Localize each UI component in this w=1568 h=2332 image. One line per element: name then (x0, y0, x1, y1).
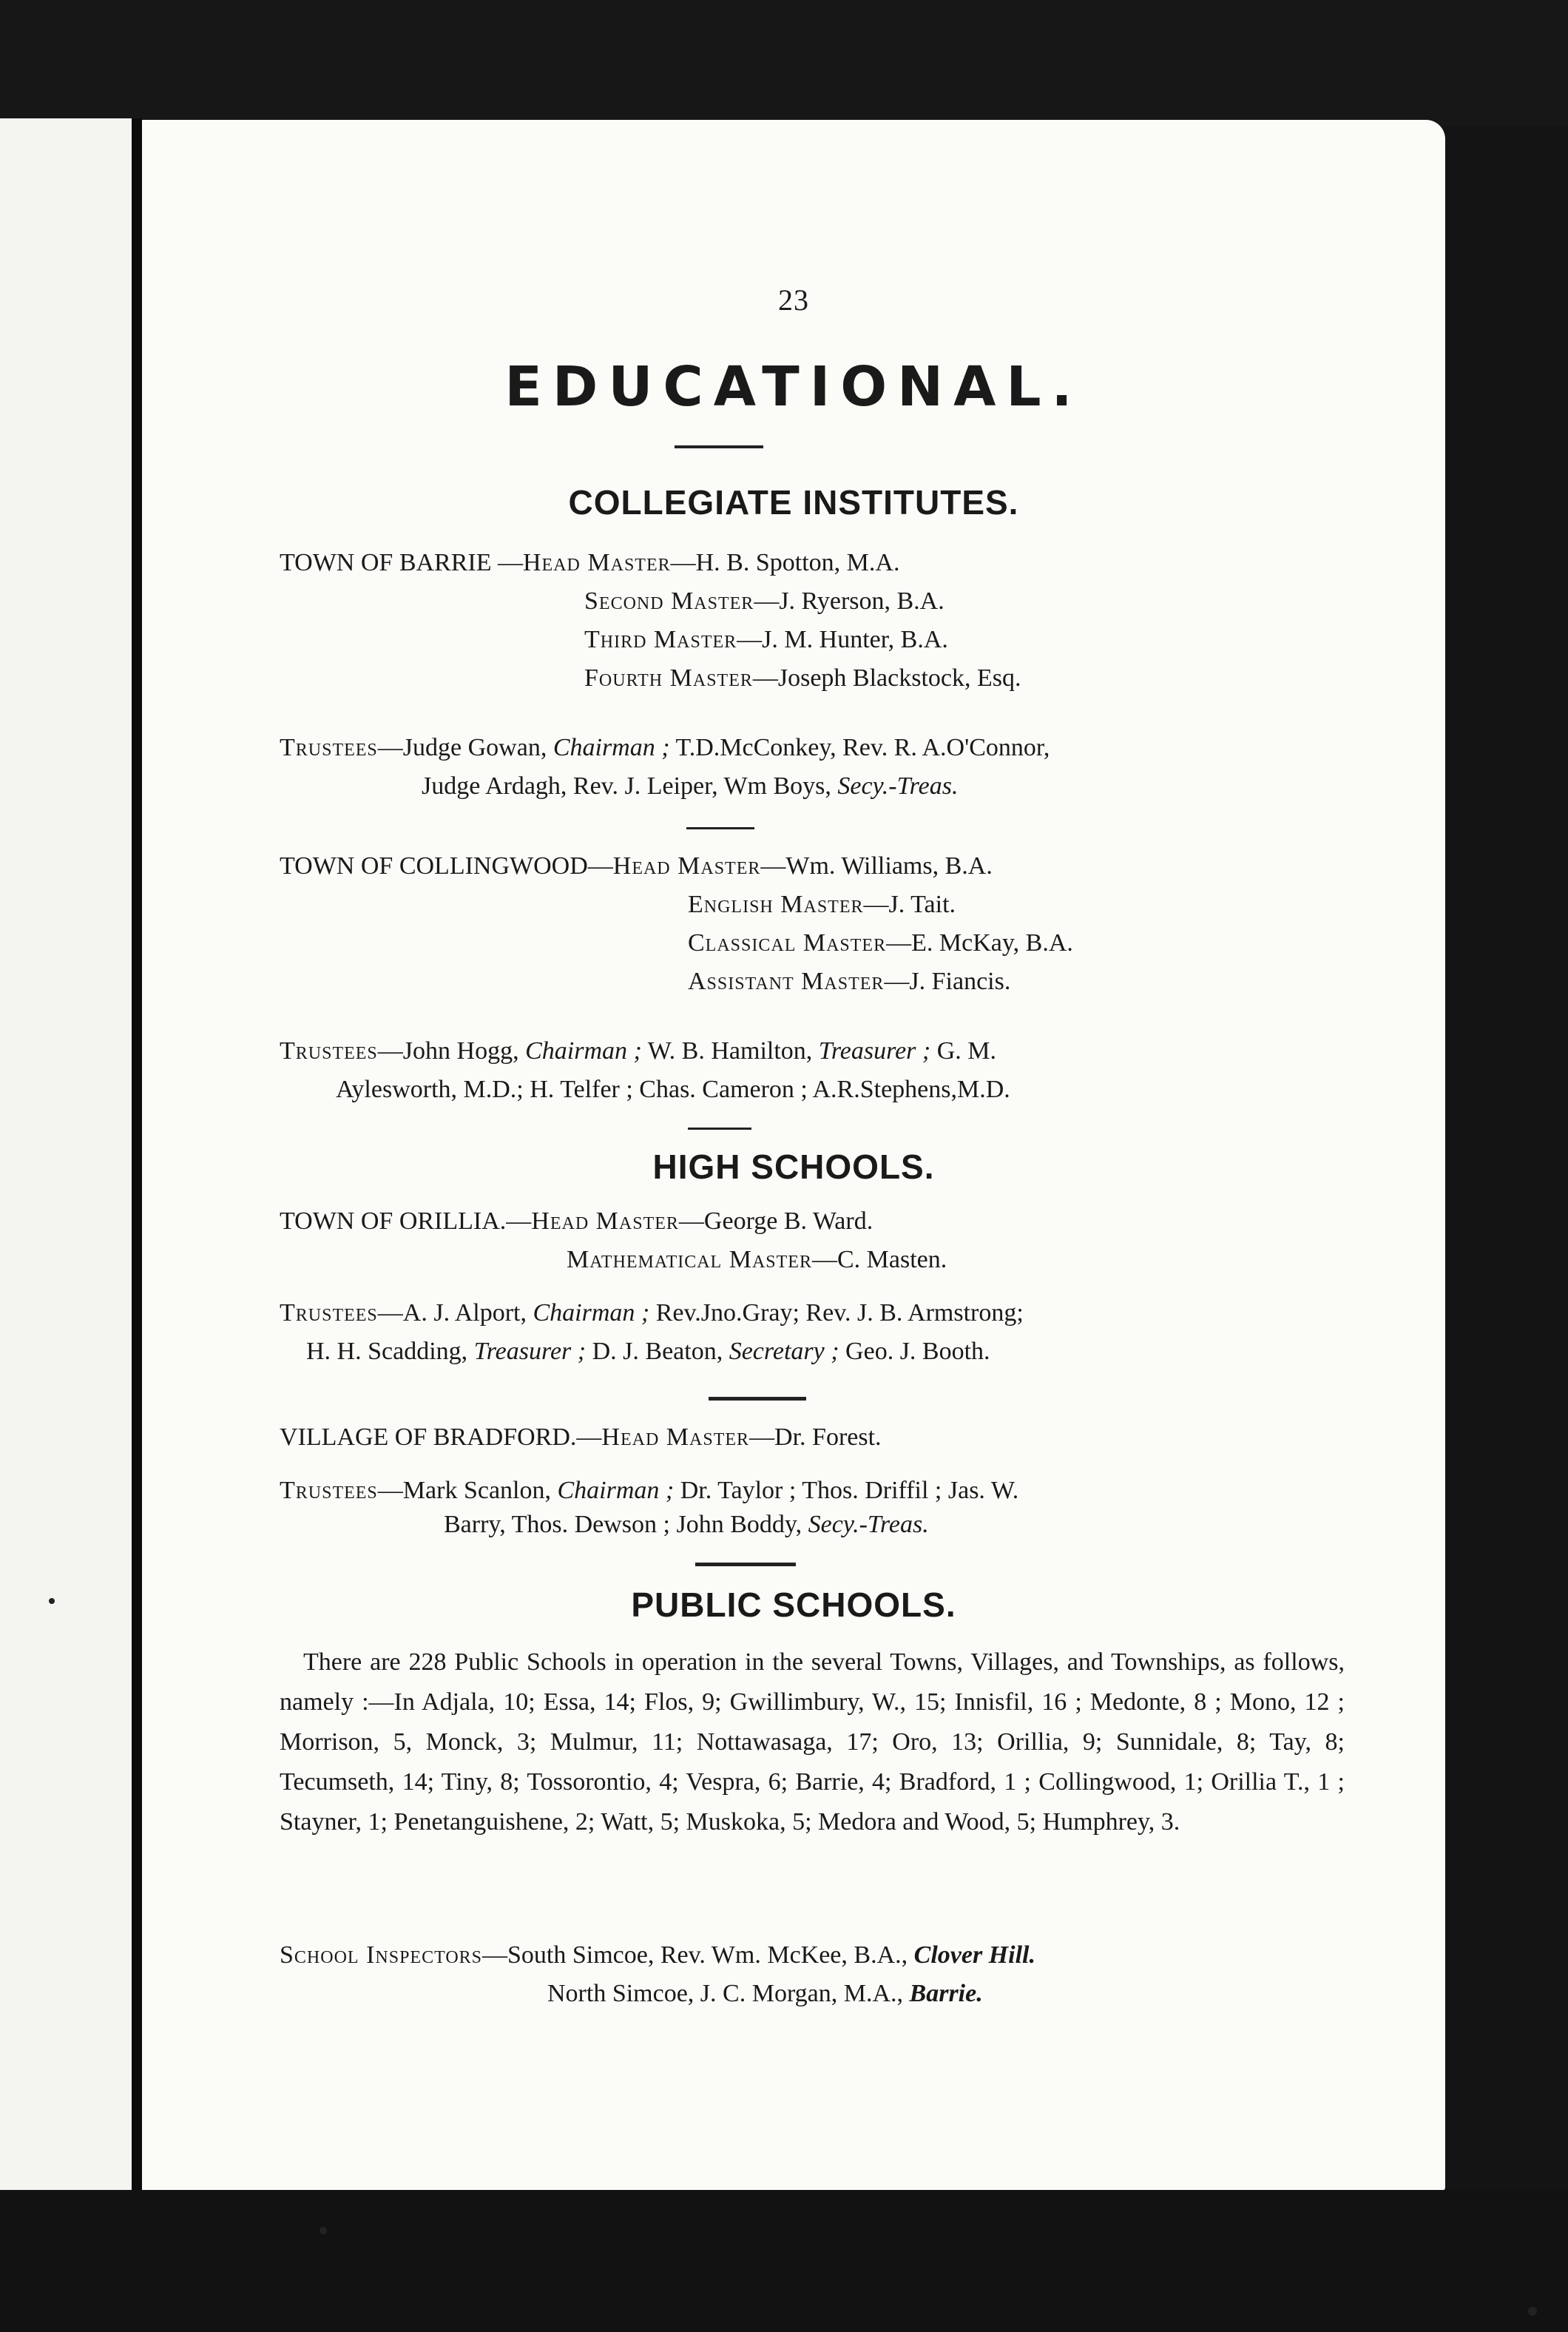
orillia-trustees-line-1 (280, 1299, 1024, 1327)
master-name: —J. Tait. (863, 891, 956, 918)
orillia-trustees-line-2 (306, 1338, 990, 1366)
barrie-role-second: Second Master (584, 587, 754, 615)
title-rule (675, 445, 763, 448)
inspector-place: Clover Hill. (913, 1941, 1035, 1969)
separator-rule (686, 827, 754, 829)
barrie-role-fourth: Fourth Master (584, 664, 753, 692)
trustees-text: Barry, Thos. Dewson ; John Boddy, (444, 1511, 808, 1538)
section-heading-public: PUBLIC SCHOOLS. (631, 1585, 956, 1624)
inspector-text: —South Simcoe, Rev. Wm. McKee, B.A., (482, 1941, 914, 1969)
page-number: 23 (778, 283, 809, 317)
barrie-fourth-line (584, 664, 1021, 692)
trustees-text: T.D.McConkey, Rev. R. A.O'Connor, (669, 734, 1050, 761)
barrie-name-head: —H. B. Spotton, M.A. (670, 549, 900, 576)
inspectors-line-2 (547, 1980, 983, 2008)
bradford-place: VILLAGE OF BRADFORD.— (280, 1423, 602, 1451)
trustees-label: Trustees (280, 734, 378, 761)
master-role: Head Master (612, 852, 761, 880)
collingwood-classical-line (688, 929, 1073, 957)
bradford-trustees-line-1 (280, 1477, 1018, 1505)
section-heading-collegiate: COLLEGIATE INSTITUTES. (568, 483, 1019, 522)
trustees-text: Aylesworth, M.D.; H. Telfer ; Chas. Cameron ; A.R.Stephens,M.D. (336, 1076, 1010, 1103)
trustees-role: Chairman ; (533, 1299, 650, 1327)
ink-speck (1528, 2307, 1537, 2316)
trustees-role: Chairman ; (525, 1037, 642, 1065)
orillia-math-line (567, 1246, 947, 1274)
facing-page-edge (0, 118, 138, 2205)
trustees-label: Trustees (280, 1299, 378, 1327)
barrie-role-head: Head Master (523, 549, 671, 576)
book-page (142, 120, 1445, 2191)
master-role: Classical Master (688, 929, 887, 957)
trustees-role: Secy.-Treas. (837, 772, 959, 800)
trustees-text: H. H. Scadding, (306, 1338, 474, 1365)
barrie-name-fourth: —Joseph Blackstock, Esq. (752, 664, 1021, 692)
trustees-role: Treasurer ; (473, 1338, 587, 1365)
barrie-second-line (584, 587, 944, 616)
trustees-text: W. B. Hamilton, (641, 1037, 819, 1065)
section-heading-high: HIGH SCHOOLS. (652, 1148, 935, 1186)
trustees-text: G. M. (930, 1037, 997, 1065)
ink-speck (49, 1598, 55, 1604)
orillia-head-line (280, 1207, 873, 1236)
trustees-role: Treasurer ; (818, 1037, 931, 1065)
master-name: —Dr. Forest. (749, 1423, 882, 1451)
trustees-text: —Judge Gowan, (377, 734, 553, 761)
barrie-name-third: —J. M. Hunter, B.A. (737, 626, 948, 653)
trustees-text: Rev.Jno.Gray; Rev. J. B. Armstrong; (649, 1299, 1024, 1327)
master-role: Assistant Master (688, 968, 885, 995)
barrie-head-line (280, 549, 899, 577)
inspectors-label: School Inspectors (280, 1941, 483, 1969)
separator-rule (688, 1128, 751, 1130)
barrie-place: TOWN OF BARRIE — (280, 549, 523, 576)
collingwood-trustees-line-2 (336, 1076, 1010, 1104)
bradford-head-line (280, 1423, 882, 1452)
collingwood-head-line (280, 852, 993, 880)
inspectors-line-1 (280, 1941, 1035, 1969)
trustees-text: —A. J. Alport, (377, 1299, 533, 1327)
public-schools-paragraph: There are 228 Public Schools in operation in the several Towns, Villages, and Townships, as follows, namely :—In Adjala, 10; Essa, 14; Flos, 9; Gwillimbury, W., 15; Innisfil, 16 ; Medonte, 8 ; Mono, 12 ; Morrison, 5, Monck, 3; Mulmur, 11; Nottawasaga, 17; Oro, 13; Orillia, 9; Sunnidale, 8; Tay, 8; Tecumseth, 14; Tiny, 8; Tossorontio, 4; Vespra, 6; Barrie, 4; Bradford, 1 ; Collingwood, 1; Orillia T., 1 ; Stayner, 1; Penetanguishene, 2; Watt, 5; Muskoka, 5; Medora and Wood, 5; Humphrey, 3. (280, 1648, 1345, 1836)
barrie-trustees-line-1 (280, 734, 1050, 762)
master-role: Head Master (601, 1423, 750, 1451)
trustees-label: Trustees (280, 1477, 378, 1504)
trustees-role: Chairman ; (552, 734, 670, 761)
barrie-role-third: Third Master (584, 626, 737, 653)
bradford-trustees-line-2 (444, 1511, 929, 1539)
barrie-third-line (584, 626, 948, 654)
trustees-label: Trustees (280, 1037, 378, 1065)
collingwood-assistant-line (688, 968, 1010, 996)
book-gutter (132, 118, 142, 2212)
inspector-text: North Simcoe, J. C. Morgan, M.A., (547, 1980, 910, 2007)
collingwood-english-line (688, 891, 956, 919)
inspector-place: Barrie. (909, 1980, 983, 2007)
separator-rule (709, 1397, 806, 1401)
master-name: —J. Fiancis. (884, 968, 1011, 995)
trustees-text: —John Hogg, (377, 1037, 526, 1065)
barrie-trustees-line-2 (422, 772, 958, 801)
master-name: —E. McKay, B.A. (886, 929, 1073, 957)
trustees-text: Dr. Taylor ; Thos. Driffil ; Jas. W. (674, 1477, 1019, 1504)
separator-rule (695, 1563, 796, 1566)
trustees-text: D. J. Beaton, (586, 1338, 729, 1365)
master-role: Head Master (531, 1207, 679, 1235)
master-name: —Wm. Williams, B.A. (760, 852, 993, 880)
trustees-text: Judge Ardagh, Rev. J. Leiper, Wm Boys, (422, 772, 838, 800)
orillia-place: TOWN OF ORILLIA.— (280, 1207, 532, 1235)
scan-background-top (0, 0, 1568, 126)
trustees-role: Secretary ; (729, 1338, 839, 1365)
trustees-text: Geo. J. Booth. (839, 1338, 990, 1365)
master-role: Mathematical Master (567, 1246, 812, 1273)
collingwood-place: TOWN OF COLLINGWOOD— (280, 852, 613, 880)
master-name: —George B. Ward. (678, 1207, 873, 1235)
trustees-role: Secy.-Treas. (808, 1511, 929, 1538)
scan-background-bottom (0, 2190, 1568, 2332)
collingwood-trustees-line-1 (280, 1037, 996, 1065)
page-title: EDUCATIONAL. (504, 355, 1083, 419)
trustees-text: —Mark Scanlon, (377, 1477, 558, 1504)
ink-speck (320, 2227, 327, 2234)
trustees-role: Chairman ; (557, 1477, 675, 1504)
master-role: English Master (688, 891, 864, 918)
master-name: —C. Masten. (811, 1246, 947, 1273)
barrie-name-second: —J. Ryerson, B.A. (754, 587, 944, 615)
